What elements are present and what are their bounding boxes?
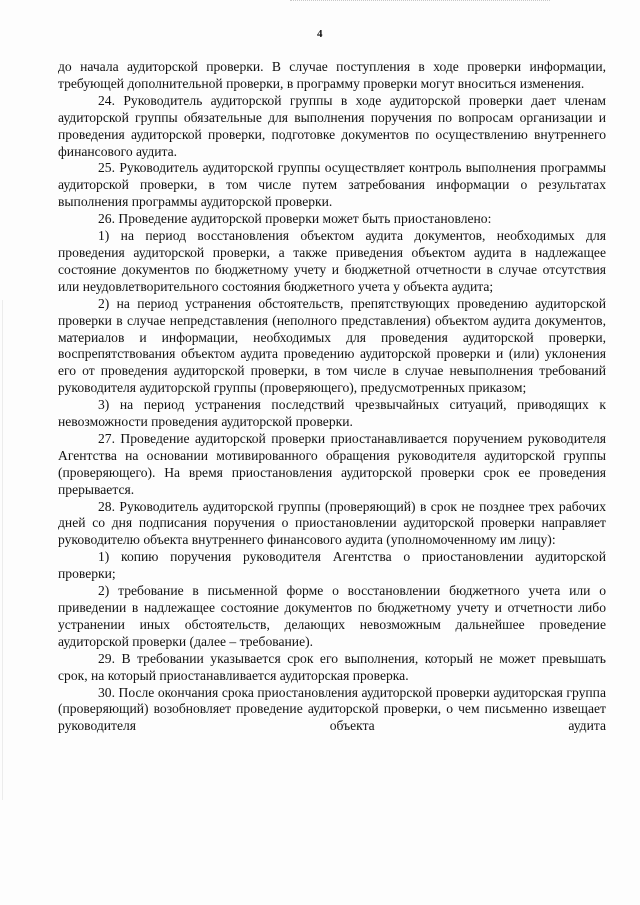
paragraph-28-item-2: 2) требование в письменной форме о восстановлении бюджетного учета или о приведении в надлежащее состояние документов по бюджетному учету и отчетности либо устранении иных обстоятельств, делающих невозможным дальнейшее проведение аудиторской проверки (далее – требование). <box>58 583 606 649</box>
scan-edge-shadow <box>2 300 3 800</box>
paragraph-26-item-1: 1) на период восстановления объектом аудита документов, необходимых для проведения аудиторской проверки, а также приведения объектом аудита в надлежащее состояние документов по бюджетному учету и бюджетной отчетности в случае отсутствия или неудовлетворительного состояния бюджетного учета у объекта аудита; <box>58 228 606 294</box>
paragraph-28-item-1: 1) копию поручения руководителя Агентства о приостановлении аудиторской проверки; <box>58 549 606 582</box>
paragraph-continuation: до начала аудиторской проверки. В случае поступления в ходе проверки информации, требующей дополнительной проверки, в программу проверки могут вноситься изменения. <box>58 59 606 91</box>
paragraph-25: 25. Руководитель аудиторской группы осуществляет контроль выполнения программы аудиторской проверки, в том числе путем затребования информации о результатах выполнения программы аудиторской проверки. <box>58 160 606 210</box>
paragraph-27: 27. Проведение аудиторской проверки приостанавливается поручением руководителя Агентства на основании мотивированного обращения руководителя аудиторской группы (проверяющего). На время приостановления аудиторской проверки срок ее проведения прерывается. <box>58 430 606 497</box>
paragraph-29: 29. В требовании указывается срок его выполнения, который не может превышать срок, на который приостанавливается аудиторская проверка. <box>58 650 606 683</box>
scan-artifact <box>290 0 550 4</box>
paragraph-28: 28. Руководитель аудиторской группы (проверяющий) в срок не позднее трех рабочих дней со дня подписания поручения о приостановлении аудиторской проверки направляет руководителю объекта внутреннего финансового аудита (уполномоченному им лицу): <box>58 498 606 548</box>
paragraph-26-item-2: 2) на период устранения обстоятельств, препятствующих проведению аудиторской проверки в случае непредставления (неполного представления) объектом аудита документов, материалов и информации, необходимых для проведения аудиторской проверки, воспрепятствования объектом аудита проведению аудиторской проверки и (или) уклонения его от проведения аудиторской проверки, в том числе в случае невыполнения требований руководителя аудиторской группы (проверяющего), предусмотренных приказом; <box>58 295 606 396</box>
paragraph-30: 30. После окончания срока приостановления аудиторской проверки аудиторская группа (проверяющий) возобновляет проведение аудиторской проверки, о чем письменно извещает руководителя объекта аудита <box>58 684 606 734</box>
document-body <box>58 59 606 735</box>
page-number: 4 <box>317 28 323 40</box>
paragraph-24: 24. Руководитель аудиторской группы в ходе аудиторской проверки дает членам аудиторской группы обязательные для выполнения поручения по вопросам организации и проведения аудиторской проверки, подготовке документов по осуществлению внутреннего финансового аудита. <box>58 92 606 159</box>
paragraph-26-item-3: 3) на период устранения последствий чрезвычайных ситуаций, приводящих к невозможности проведения аудиторской проверки. <box>58 397 606 430</box>
paragraph-26: 26. Проведение аудиторской проверки может быть приостановлено: <box>98 211 492 227</box>
